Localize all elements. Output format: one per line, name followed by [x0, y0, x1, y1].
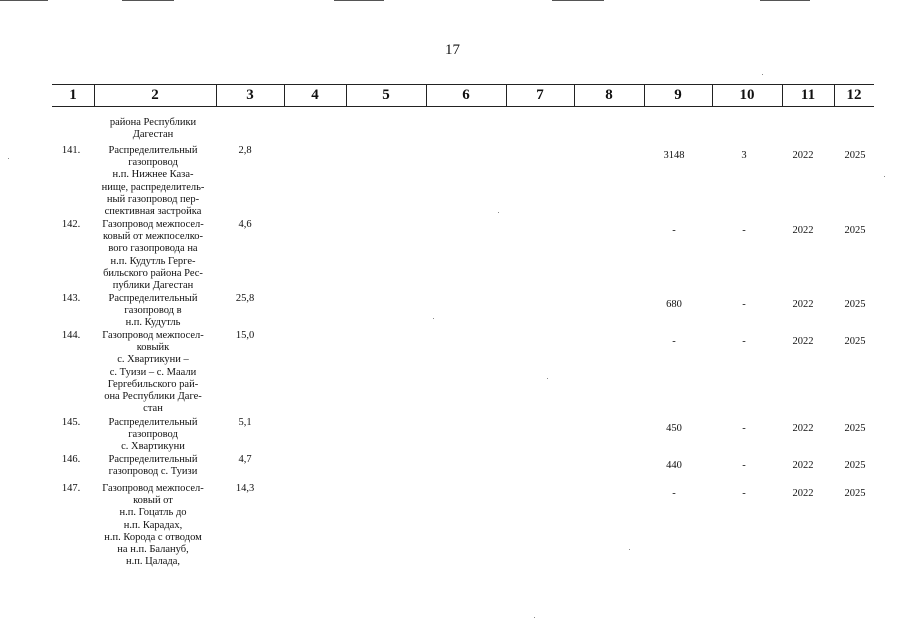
description-line: ный газопровод пер-: [106, 193, 200, 205]
scan-speck: [534, 617, 535, 618]
row-col9: 3148: [663, 150, 685, 161]
header-cell-11: 11: [800, 87, 816, 103]
description-line: стан: [143, 403, 163, 415]
table-header-row: [52, 84, 874, 107]
page-number: 17: [445, 42, 460, 58]
row-length: 4,6: [238, 219, 252, 230]
row-number: 141.: [61, 145, 81, 156]
row-col9: 680: [666, 299, 682, 310]
scan-speck: [498, 212, 499, 213]
description-line: Распределительный: [108, 417, 198, 428]
header-cell-2: 2: [151, 87, 159, 103]
description-line: Газопровод межпосел-: [102, 330, 204, 341]
description-line: н.п. Кудутль: [125, 317, 181, 329]
description-line: газопровод: [128, 157, 178, 169]
row-description: [92, 219, 214, 292]
row-length: 2,8: [238, 145, 252, 156]
row-col12: 2025: [844, 336, 866, 347]
row-col11: 2022: [792, 488, 814, 499]
description-line: на н.п. Балануб,: [117, 544, 189, 556]
description-line: спективная застройка: [104, 206, 202, 218]
top-edge-rule: [334, 0, 384, 1]
row-col11: 2022: [792, 225, 814, 236]
description-line: Распределительный: [108, 145, 198, 156]
row-col10: 3: [741, 150, 747, 161]
top-edge-rule: [760, 0, 810, 1]
carryover-text: [92, 117, 214, 141]
description-line: Распределительный: [108, 293, 198, 304]
description-line: н.п. Гоцатль до: [119, 507, 187, 519]
scan-speck: [547, 378, 548, 379]
description-line: ковыйк: [136, 342, 170, 354]
row-description: [92, 145, 214, 218]
description-line: н.п. Корода с отводом: [104, 531, 202, 543]
description-line: Распределительный: [108, 454, 198, 465]
description-line: газопровод: [128, 429, 178, 441]
description-line: н.п. Карадах,: [123, 519, 183, 531]
row-number: 146.: [61, 454, 81, 465]
row-col10: -: [742, 336, 746, 347]
row-col10: -: [742, 488, 746, 499]
scan-speck: [762, 74, 763, 75]
description-line: она Республики Даге-: [104, 391, 202, 403]
row-col12: 2025: [844, 423, 866, 434]
top-edge-rule: [552, 0, 604, 1]
description-line: нище, распределитель-: [101, 181, 205, 193]
scan-speck: [884, 176, 885, 177]
description-line: н.п. Кудутль Герге-: [110, 255, 196, 267]
header-cell-7: 7: [536, 87, 544, 103]
description-line: ковый от межпоселко-: [102, 231, 204, 243]
row-col12: 2025: [844, 299, 866, 310]
header-cell-1: 1: [69, 87, 77, 103]
top-edge-rule: [0, 0, 48, 1]
header-cell-12: 12: [846, 87, 862, 103]
description-line: бильского района Рес-: [103, 267, 203, 279]
header-cell-4: 4: [311, 87, 319, 103]
row-number: 145.: [61, 417, 81, 428]
description-line: с. Туизи – с. Маали: [109, 366, 197, 378]
row-col10: -: [742, 225, 746, 236]
header-cell-5: 5: [382, 87, 390, 103]
description-line: ковый от: [133, 495, 173, 507]
row-col10: -: [742, 299, 746, 310]
description-line: с. Хвартикуни: [121, 441, 185, 453]
row-length: 5,1: [238, 417, 252, 428]
row-number: 143.: [61, 293, 81, 304]
carryover-line: Дагестан: [132, 129, 174, 141]
description-line: н.п. Цалада,: [126, 556, 180, 568]
description-line: газопровод в: [124, 305, 182, 317]
row-col10: -: [742, 460, 746, 471]
description-line: Гергебильского рай-: [107, 378, 199, 390]
row-description: [92, 293, 214, 330]
row-length: 25,8: [235, 293, 255, 304]
row-col9: -: [672, 336, 676, 347]
description-line: вого газопровода на: [108, 243, 198, 255]
header-cell-10: 10: [739, 87, 755, 103]
row-number: 147.: [61, 483, 81, 494]
row-col12: 2025: [844, 488, 866, 499]
carryover-line: района Республики: [109, 117, 197, 128]
row-col11: 2022: [792, 423, 814, 434]
row-col11: 2022: [792, 460, 814, 471]
description-line: с. Хвартикуни –: [117, 354, 189, 366]
description-line: газопровод с. Туизи: [108, 466, 198, 478]
row-col9: -: [672, 225, 676, 236]
description-line: публики Дагестан: [112, 280, 194, 292]
row-col11: 2022: [792, 336, 814, 347]
row-length: 14,3: [235, 483, 255, 494]
header-cell-9: 9: [674, 87, 682, 103]
row-length: 4,7: [238, 454, 252, 465]
row-col9: -: [672, 488, 676, 499]
scan-speck: [8, 158, 9, 159]
row-col12: 2025: [844, 150, 866, 161]
description-line: Газопровод межпосел-: [102, 483, 204, 494]
top-edge-rule: [122, 0, 174, 1]
header-cell-8: 8: [605, 87, 613, 103]
row-description: [92, 417, 214, 454]
scan-speck: [433, 318, 434, 319]
description-line: Газопровод межпосел-: [102, 219, 204, 230]
header-cell-3: 3: [246, 87, 254, 103]
row-description: [92, 330, 214, 415]
row-description: [92, 454, 214, 478]
description-line: н.п. Нижнее Каза-: [112, 169, 194, 181]
row-number: 142.: [61, 219, 81, 230]
scan-speck: [629, 549, 630, 550]
row-col11: 2022: [792, 150, 814, 161]
header-cell-6: 6: [462, 87, 470, 103]
row-col9: 450: [666, 423, 682, 434]
row-number: 144.: [61, 330, 81, 341]
row-col10: -: [742, 423, 746, 434]
row-description: [92, 483, 214, 568]
row-length: 15,0: [235, 330, 255, 341]
row-col11: 2022: [792, 299, 814, 310]
row-col9: 440: [666, 460, 682, 471]
row-col12: 2025: [844, 460, 866, 471]
row-col12: 2025: [844, 225, 866, 236]
